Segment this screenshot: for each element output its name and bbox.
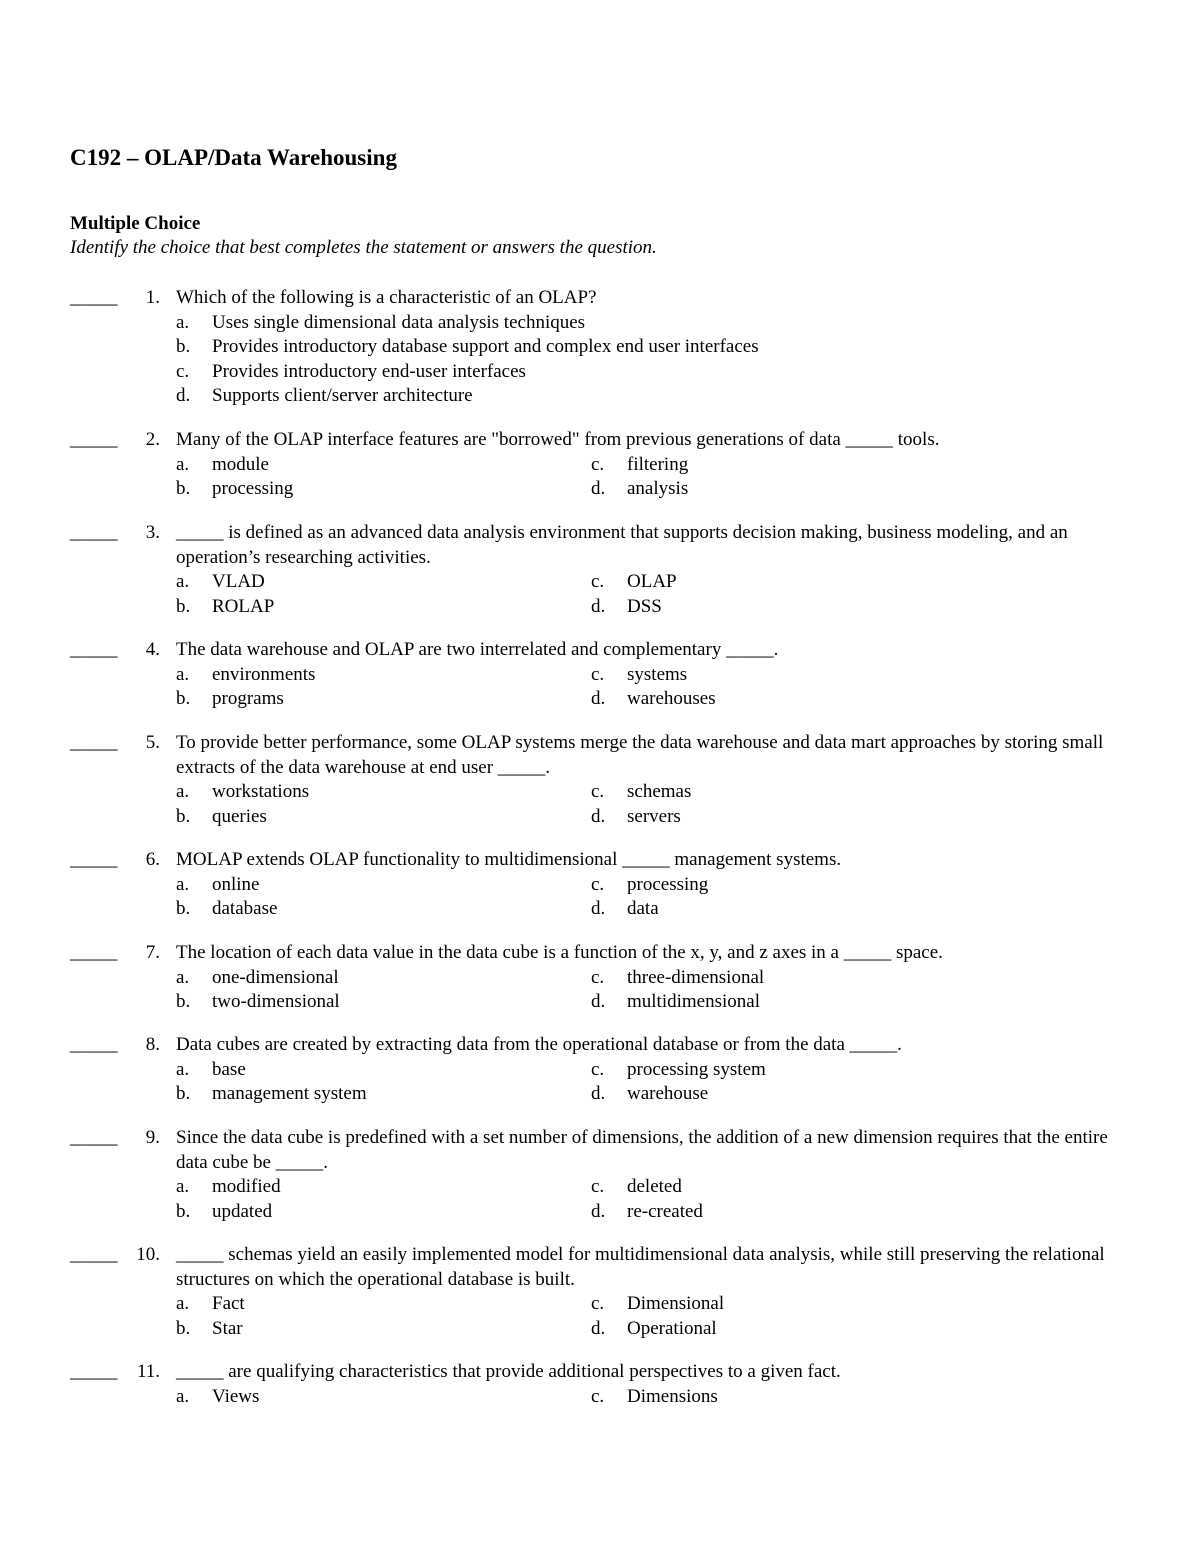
choice-text: workstations <box>212 781 310 802</box>
choice-letter: a. <box>176 311 190 333</box>
choice-letter: c. <box>591 663 605 685</box>
choice-text: processing <box>627 873 709 895</box>
question-number: 7. <box>145 942 160 963</box>
choice-option <box>176 897 277 922</box>
question-text: Which of the following is a characteristic of an OLAP? <box>176 287 597 308</box>
choice-text: database <box>212 898 278 919</box>
choice-option <box>176 453 269 478</box>
choice-letter: b. <box>176 688 191 709</box>
choice-option <box>591 477 688 502</box>
choice-text: warehouses <box>627 688 716 709</box>
choice-option <box>591 966 764 991</box>
choice-text: three-dimensional <box>627 966 765 988</box>
choice-option <box>591 1175 682 1200</box>
choice-text: one-dimensional <box>212 966 339 988</box>
answer-blank[interactable]: _____ <box>70 1244 118 1265</box>
choice-letter: d. <box>176 385 191 406</box>
choice-letter: c. <box>591 966 605 988</box>
choice-text: Fact <box>212 1293 245 1314</box>
choice-letter: c. <box>591 1058 605 1080</box>
choice-option <box>591 663 687 688</box>
answer-blank[interactable]: _____ <box>70 849 118 870</box>
choice-text: Star <box>212 1317 243 1339</box>
choice-option <box>176 663 315 688</box>
choice-option <box>591 1317 717 1342</box>
question-text: The location of each data value in the data cube is a function of the x, y, and z axes in a _____ space. <box>176 942 943 963</box>
choice-letter: d. <box>591 898 606 919</box>
choice-letter: a. <box>176 873 190 895</box>
choice-text: two-dimensional <box>212 991 340 1012</box>
choice-option <box>591 453 688 478</box>
choice-text: processing system <box>627 1058 766 1080</box>
choice-text: Provides introductory database support and complex end user interfaces <box>212 336 759 357</box>
question-number: 4. <box>145 639 160 660</box>
choice-option <box>176 966 339 991</box>
choice-letter: c. <box>591 781 605 802</box>
choice-option <box>176 1385 259 1410</box>
choice-text: Operational <box>627 1317 717 1339</box>
choice-option <box>176 1292 245 1317</box>
choice-letter: a. <box>176 1385 190 1407</box>
answer-blank[interactable]: _____ <box>70 1034 118 1055</box>
choice-option <box>591 1082 708 1107</box>
choice-letter: c. <box>591 1293 605 1314</box>
document-title: C192 – OLAP/Data Warehousing <box>70 145 397 170</box>
choice-text: re-created <box>627 1200 703 1222</box>
choice-letter: d. <box>591 688 606 709</box>
choice-text: data <box>627 898 659 919</box>
answer-blank[interactable]: _____ <box>70 942 118 963</box>
choice-option <box>176 384 473 409</box>
choice-letter: a. <box>176 966 190 988</box>
section-instructions: Identify the choice that best completes the statement or answers the question. <box>70 237 657 258</box>
choice-text: OLAP <box>627 571 677 592</box>
question-number: 1. <box>145 287 160 308</box>
choice-text: Dimensional <box>627 1293 725 1314</box>
choice-option <box>591 687 716 712</box>
choice-text: updated <box>212 1200 273 1222</box>
choice-letter: c. <box>176 360 190 382</box>
question-number: 5. <box>145 732 160 753</box>
question-number: 6. <box>145 849 160 870</box>
question-text: _____ schemas yield an easily implemented model for multidimensional data analysis, while still preserving the relational structures on which the operational database is built. <box>176 1244 1105 1290</box>
choice-option <box>176 1317 243 1342</box>
choice-text: queries <box>212 805 267 827</box>
choice-option <box>591 1200 703 1225</box>
choice-letter: c. <box>591 571 605 592</box>
choice-letter: d. <box>591 478 606 499</box>
choice-letter: d. <box>591 805 606 827</box>
choice-letter: d. <box>591 991 606 1012</box>
choice-option <box>591 595 662 620</box>
choice-option <box>591 897 659 922</box>
choice-letter: b. <box>176 1200 191 1222</box>
choice-option <box>176 360 526 385</box>
choice-letter: a. <box>176 1293 190 1314</box>
choice-option <box>591 1058 766 1083</box>
question-number: 9. <box>145 1127 160 1148</box>
choice-letter: b. <box>176 478 191 499</box>
answer-blank[interactable]: _____ <box>70 639 118 660</box>
question-text: _____ are qualifying characteristics that provide additional perspectives to a given fact. <box>176 1361 841 1382</box>
answer-blank[interactable]: _____ <box>70 1127 118 1148</box>
question-number: 3. <box>145 522 160 543</box>
choice-text: filtering <box>627 453 689 475</box>
choice-text: environments <box>212 663 316 685</box>
answer-blank[interactable]: _____ <box>70 732 118 753</box>
answer-blank[interactable]: _____ <box>70 522 118 543</box>
choice-text: deleted <box>627 1176 682 1197</box>
choice-letter: d. <box>591 1317 606 1339</box>
question-text: MOLAP extends OLAP functionality to multidimensional _____ management systems. <box>176 849 842 870</box>
choice-text: Supports client/server architecture <box>212 385 473 406</box>
question-text: The data warehouse and OLAP are two interrelated and complementary _____. <box>176 639 779 660</box>
choice-text: servers <box>627 805 681 827</box>
choice-option <box>176 687 284 712</box>
choice-letter: b. <box>176 1083 191 1104</box>
choice-text: analysis <box>627 478 689 499</box>
choice-text: modified <box>212 1176 281 1197</box>
choice-letter: b. <box>176 898 191 919</box>
question-number: 11. <box>136 1361 160 1382</box>
choice-letter: a. <box>176 1176 190 1197</box>
choice-text: Dimensions <box>627 1385 718 1407</box>
choice-text: systems <box>627 663 688 685</box>
choice-letter: d. <box>591 1083 606 1104</box>
question-text: _____ is defined as an advanced data analysis environment that supports decision making, business modeling, and an operation’s researching activities. <box>176 522 1068 568</box>
choice-option <box>176 311 585 336</box>
choice-option <box>176 1058 246 1083</box>
choice-letter: b. <box>176 595 191 617</box>
choice-option <box>176 1175 281 1200</box>
question-number: 8. <box>145 1034 160 1055</box>
choice-option <box>176 780 309 805</box>
choice-letter: c. <box>591 873 605 895</box>
answer-blank[interactable]: _____ <box>70 429 118 450</box>
question-number: 2. <box>145 429 160 450</box>
choice-letter: a. <box>176 781 190 802</box>
choice-text: management system <box>212 1083 367 1104</box>
choice-letter: a. <box>176 663 190 685</box>
choice-text: multidimensional <box>627 991 760 1012</box>
question-number: 10. <box>136 1244 160 1265</box>
choice-option <box>591 780 691 805</box>
question-text: Since the data cube is predefined with a set number of dimensions, the addition of a new dimension requires that the entire data cube be _____. <box>176 1127 1108 1173</box>
choice-text: processing <box>212 478 294 499</box>
section-title: Multiple Choice <box>70 213 201 234</box>
choice-text: Provides introductory end-user interfaces <box>212 360 526 382</box>
choice-option <box>176 873 260 898</box>
choice-letter: b. <box>176 1317 191 1339</box>
question-text: Data cubes are created by extracting data from the operational database or from the data _____. <box>176 1034 902 1055</box>
choice-text: ROLAP <box>212 595 275 617</box>
choice-option <box>176 805 267 830</box>
choice-text: DSS <box>627 595 662 617</box>
choice-text: schemas <box>627 781 692 802</box>
choice-text: VLAD <box>212 571 265 592</box>
choice-letter: c. <box>591 1176 605 1197</box>
choice-option <box>176 595 274 620</box>
choice-letter: b. <box>176 991 191 1012</box>
choice-option <box>591 990 760 1015</box>
choice-letter: c. <box>591 1385 605 1407</box>
choice-letter: a. <box>176 1058 190 1080</box>
answer-blank[interactable]: _____ <box>70 1361 118 1382</box>
choice-option <box>591 805 681 830</box>
choice-letter: a. <box>176 453 190 475</box>
choice-option <box>176 335 759 360</box>
choice-letter: b. <box>176 805 191 827</box>
choice-option <box>591 570 677 595</box>
choice-letter: b. <box>176 336 191 357</box>
choice-option <box>176 990 340 1015</box>
question-text: Many of the OLAP interface features are "borrowed" from previous generations of data _____ tools. <box>176 429 940 450</box>
choice-letter: d. <box>591 595 606 617</box>
choice-text: Uses single dimensional data analysis techniques <box>212 311 586 333</box>
choice-option <box>176 477 293 502</box>
choice-option <box>176 1200 272 1225</box>
choice-text: online <box>212 873 260 895</box>
choice-option <box>176 570 265 595</box>
answer-blank[interactable]: _____ <box>70 287 118 308</box>
question-text: To provide better performance, some OLAP systems merge the data warehouse and data mart approaches by storing small extracts of the data warehouse at end user _____. <box>176 732 1104 778</box>
choice-letter: c. <box>591 453 605 475</box>
choice-option <box>591 873 708 898</box>
choice-text: warehouse <box>627 1083 709 1104</box>
choice-text: programs <box>212 688 284 709</box>
choice-text: Views <box>212 1385 260 1407</box>
choice-text: base <box>212 1058 246 1080</box>
choice-letter: a. <box>176 571 190 592</box>
choice-letter: d. <box>591 1200 606 1222</box>
choice-option <box>591 1385 718 1410</box>
choice-option <box>591 1292 724 1317</box>
choice-text: module <box>212 453 269 475</box>
choice-option <box>176 1082 367 1107</box>
